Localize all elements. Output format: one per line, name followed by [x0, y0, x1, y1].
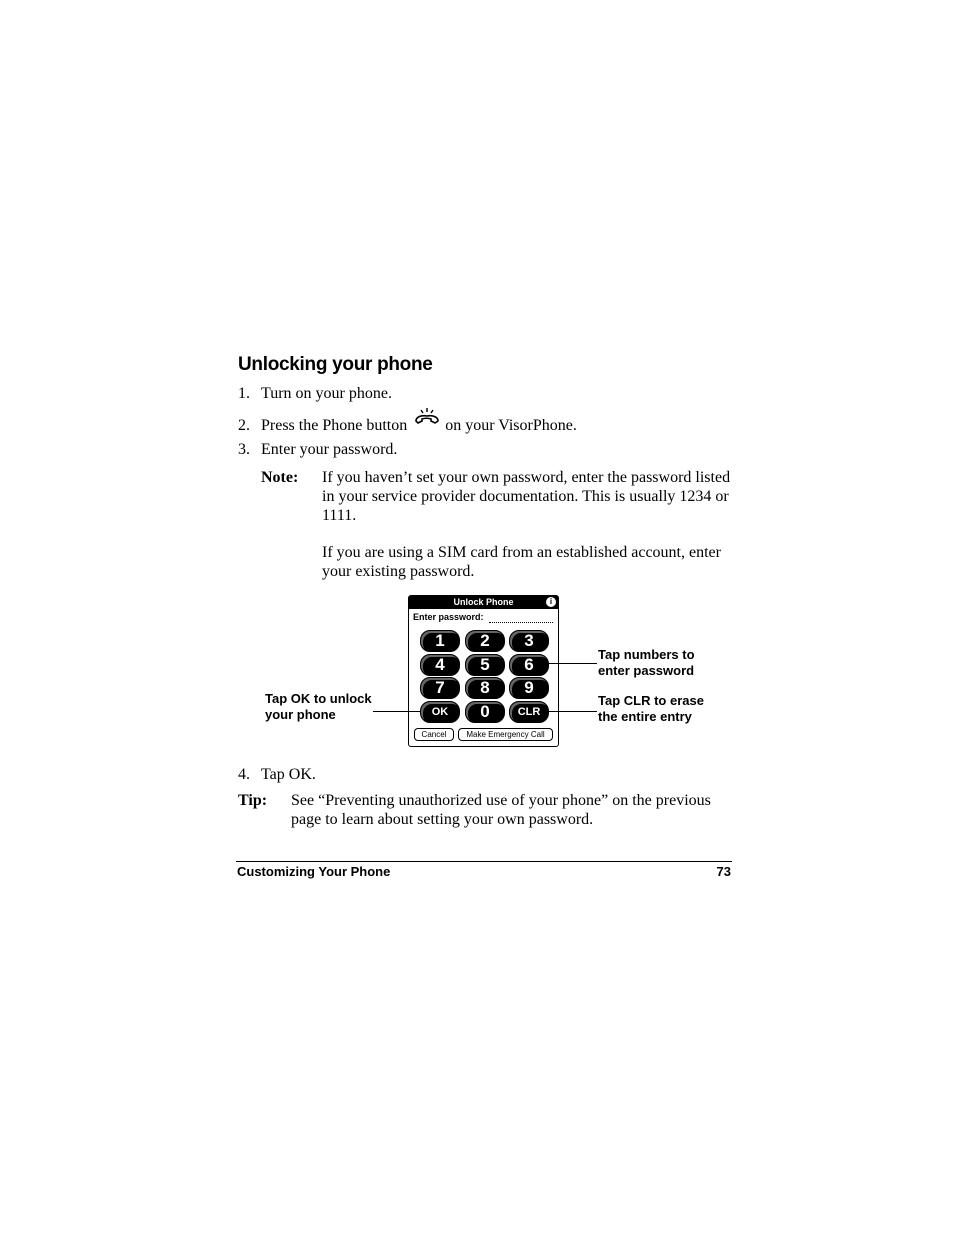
- key-3[interactable]: 3: [509, 630, 549, 652]
- step-number: 1.: [238, 385, 250, 402]
- key-8[interactable]: 8: [465, 677, 505, 699]
- key-7[interactable]: 7: [420, 677, 460, 699]
- step-number: 2.: [238, 417, 250, 434]
- key-5[interactable]: 5: [465, 654, 505, 676]
- info-icon[interactable]: i: [546, 597, 556, 607]
- phone-handset-icon: [411, 414, 441, 432]
- page-number: 73: [716, 864, 731, 879]
- screen-title-bar: [409, 596, 558, 609]
- password-prompt: Enter password:: [413, 612, 484, 622]
- footer-rule: [236, 861, 732, 862]
- key-6[interactable]: 6: [509, 654, 549, 676]
- step-text: Tap OK.: [261, 766, 316, 783]
- tip-label: Tip:: [238, 792, 268, 809]
- callout-line-numbers: [546, 663, 597, 664]
- clr-button[interactable]: CLR: [509, 701, 549, 723]
- step-1: [238, 384, 392, 403]
- footer-section: Customizing Your Phone: [237, 864, 391, 879]
- step-3: [238, 440, 397, 459]
- step-2: [238, 414, 577, 435]
- callout-clr: [598, 693, 704, 725]
- callout-line-ok: [373, 711, 421, 712]
- tip-text: See “Preventing unauthorized use of your phone” on the previous page to learn about setting your own password.: [291, 792, 711, 828]
- callout-numbers: [598, 647, 695, 679]
- key-1[interactable]: 1: [420, 630, 460, 652]
- callout-clr-line-2: the entire entry: [598, 709, 692, 724]
- callout-ok-line-1: Tap OK to unlock: [265, 691, 372, 706]
- note-label: Note:: [261, 469, 299, 486]
- section-heading: Unlocking your phone: [238, 354, 433, 375]
- note-paragraph-2: If you are using a SIM card from an established account, enter your existing password.: [322, 544, 721, 580]
- step-text: Turn on your phone.: [261, 385, 392, 402]
- key-4[interactable]: 4: [420, 654, 460, 676]
- callout-ok-line-2: your phone: [265, 707, 336, 722]
- callout-numbers-line-2: enter password: [598, 663, 695, 678]
- password-field[interactable]: [489, 622, 553, 623]
- step-text: Press the Phone button: [261, 417, 408, 434]
- cancel-button[interactable]: Cancel: [414, 728, 454, 741]
- step-text: on your VisorPhone.: [445, 417, 577, 434]
- screen-title: Unlock Phone: [453, 597, 514, 607]
- key-0[interactable]: 0: [465, 701, 505, 723]
- callout-ok: [265, 691, 372, 723]
- step-number: 4.: [238, 766, 250, 783]
- step-number: 3.: [238, 441, 250, 458]
- emergency-call-button[interactable]: Make Emergency Call: [458, 728, 553, 741]
- callout-clr-line-1: Tap CLR to erase: [598, 693, 704, 708]
- callout-line-clr: [546, 711, 597, 712]
- callout-numbers-line-1: Tap numbers to: [598, 647, 695, 662]
- key-2[interactable]: 2: [465, 630, 505, 652]
- unlock-phone-screen: [408, 595, 559, 747]
- key-9[interactable]: 9: [509, 677, 549, 699]
- note-paragraph-1: If you haven’t set your own password, enter the password listed in your service provider documentation. This is usually 1234 or 1111.: [322, 469, 731, 524]
- step-text: Enter your password.: [261, 441, 398, 458]
- ok-button[interactable]: OK: [420, 701, 460, 723]
- step-4: [238, 765, 316, 784]
